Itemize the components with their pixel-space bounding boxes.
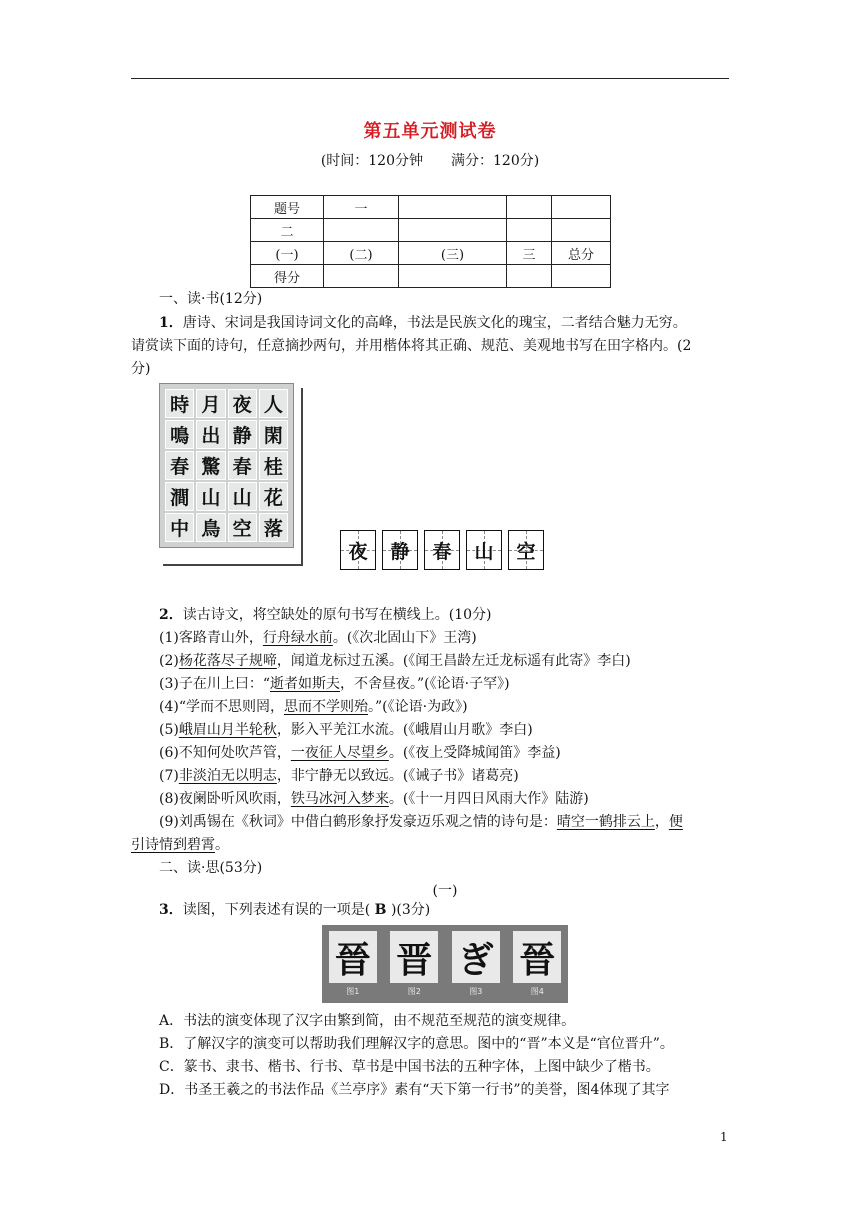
q2-item-source: 。”(《论语·为政》) [368, 699, 468, 715]
answer-text: B [374, 902, 387, 918]
calligraphy-glyph: 桂 [259, 451, 288, 480]
q2-item-source: ，不舍昼夜。”(《论语·子罕》) [340, 676, 510, 692]
evolution-figure [451, 931, 501, 997]
page-number: 1 [720, 1130, 728, 1144]
tianzige-grid [340, 530, 544, 570]
question-number: 2． [159, 607, 183, 623]
table-row [251, 265, 611, 288]
answer-text: 逝者如斯夫 [270, 676, 340, 692]
table-cell [552, 196, 611, 219]
calligraphy-glyph: 時 [165, 389, 194, 418]
q2-item-prompt: (4)“学而不思则罔， [159, 699, 284, 715]
q2-item-source: 。(《次北固山下》王湾) [332, 630, 477, 646]
q2-item-9-prompt: (9)刘禹锡在《秋词》中借白鹤形象抒发豪迈乐观之情的诗句是： [159, 814, 557, 830]
q2-item-source: 。(《十一月四日风雨大作》陆游) [388, 791, 589, 807]
full-score: 满分：120分) [451, 153, 540, 169]
q1-line1: 唐诗、宋词是我国诗词文化的高峰，书法是民族文化的瑰宝，二者结合魅力无穷。 [182, 315, 687, 331]
tianzige-char: 春 [432, 540, 452, 563]
answer-text: 引诗情到碧霄 [131, 837, 215, 853]
q2-item-source: 。(《夜上受降城闻笛》李益) [388, 745, 561, 761]
table-cell [399, 265, 507, 288]
section-heading: 二、读·思(53分) [159, 860, 263, 876]
table-cell [507, 219, 552, 242]
q2-item [159, 627, 759, 650]
q2-item-prompt: (6)不知何处吹芦管， [159, 745, 291, 761]
calligraphy-glyph: 夜 [228, 389, 257, 418]
q2-item [159, 765, 759, 788]
calligraphy-glyph: 鳥 [196, 513, 225, 542]
punct: 。 [215, 837, 229, 853]
calligraphy-glyph: 春 [228, 451, 257, 480]
tianzige-box [508, 530, 544, 570]
q2-item-prompt: (1)客路青山外， [159, 630, 263, 646]
page-subtitle [0, 150, 860, 170]
calligraphy-glyph: 落 [259, 513, 288, 542]
q2-item-9-line1 [159, 811, 759, 834]
tianzige-char: 夜 [348, 540, 368, 563]
figure-caption: 图4 [530, 987, 544, 996]
table-cell: 得分 [251, 265, 324, 288]
tianzige-char: 静 [390, 540, 410, 563]
time-limit: (时间：120分钟 [320, 153, 423, 169]
table-cell [399, 219, 507, 242]
table-row [251, 219, 611, 242]
table-cell: (三) [399, 242, 507, 265]
q3-stem-end: )(3分) [390, 902, 431, 918]
evolution-glyph: ぎ [452, 931, 500, 983]
table-row [251, 196, 611, 219]
answer-text: 行舟绿水前 [262, 630, 333, 646]
q2-item-prompt: (2) [159, 653, 179, 669]
calligraphy-glyph: 静 [228, 420, 257, 449]
question-3-stem [159, 899, 759, 922]
tianzige-box [424, 530, 460, 570]
evolution-figure [389, 931, 439, 997]
answer-text: 思而不学则殆 [284, 699, 368, 715]
option-c: C．篆书、隶书、楷书、行书、草书是中国书法的五种字体，上图中缺少了楷书。 [159, 1059, 660, 1075]
evolution-glyph: 晋 [390, 931, 438, 983]
table-cell [507, 196, 552, 219]
table-cell [324, 265, 399, 288]
q2-item-9-line2 [131, 834, 731, 857]
tianzige-char: 空 [516, 540, 536, 563]
answer-text: 一夜征人尽望乡 [290, 745, 389, 761]
q2-item-prompt: (7) [159, 768, 179, 784]
punct: ， [654, 814, 669, 830]
table-cell: 二 [251, 219, 324, 242]
answer-text: 铁马冰河入梦来 [290, 791, 389, 807]
option-b: B．了解汉字的演变可以帮助我们理解汉字的意思。图中的“晋”本义是“官位晋升”。 [159, 1036, 674, 1052]
calligraphy-glyph: 驚 [196, 451, 225, 480]
q2-item-source: ，非宁静无以致远。(《诫子书》诸葛亮) [276, 768, 519, 784]
answer-text: 便 [668, 814, 683, 830]
calligraphy-glyph: 山 [196, 482, 225, 511]
table-cell: 三 [507, 242, 552, 265]
q2-item [159, 673, 759, 696]
q2-item-prompt: (8)夜阑卧听风吹雨， [159, 791, 291, 807]
tianzige-box [340, 530, 376, 570]
q2-intro-text: 读古诗文，将空缺处的原句书写在横线上。(10分) [182, 607, 492, 623]
q3-stem-text: 读图，下列表述有误的一项是( [182, 902, 371, 918]
q1-line3: 分) [131, 361, 151, 377]
question-1-line-1 [159, 312, 759, 335]
tianzige-char: 山 [474, 540, 494, 563]
table-cell [507, 265, 552, 288]
figure-caption: 图2 [407, 987, 421, 996]
answer-text: 杨花落尽子规啼 [178, 653, 277, 669]
evolution-figure [328, 931, 378, 997]
question-2-intro [159, 604, 759, 627]
calligraphy-glyph: 空 [228, 513, 257, 542]
table-cell [552, 265, 611, 288]
option-a: A．书法的演变体现了汉字由繁到简，由不规范至规范的演变规律。 [159, 1013, 576, 1029]
option-d: D．书圣王羲之的书法作品《兰亭序》素有“天下第一行书”的美誉，图4体现了其字 [159, 1082, 670, 1098]
calligraphy-glyph: 閑 [259, 420, 288, 449]
table-cell: 题号 [251, 196, 324, 219]
tianzige-box [382, 530, 418, 570]
evolution-glyph: 晉 [513, 931, 561, 983]
table-cell: (一) [251, 242, 324, 265]
q2-item-prompt: (3)子在川上曰：“ [159, 676, 270, 692]
figure-caption: 图1 [346, 987, 360, 996]
table-cell [324, 219, 399, 242]
q2-item [159, 742, 759, 765]
character-evolution-image [322, 925, 568, 1003]
figure-caption: 图3 [469, 987, 483, 996]
answer-text: 峨眉山月半轮秋 [178, 722, 277, 738]
table-cell: (二) [324, 242, 399, 265]
q2-item-source: ，闻道龙标过五溪。(《闻王昌龄左迁龙标遥有此寄》李白) [276, 653, 631, 669]
section-heading: 一、读·书(12分) [159, 291, 263, 307]
q2-item [159, 650, 759, 673]
table-row [251, 242, 611, 265]
page-title: 第五单元测试卷 [363, 121, 497, 142]
question-number: 1． [159, 315, 183, 331]
part-label: (一) [432, 883, 458, 899]
answer-text: 非淡泊无以明志 [178, 768, 277, 784]
calligraphy-glyph: 澗 [165, 482, 194, 511]
calligraphy-glyph: 月 [196, 389, 225, 418]
calligraphy-glyph: 花 [259, 482, 288, 511]
score-table [250, 195, 611, 288]
table-cell: 一 [324, 196, 399, 219]
q2-item [159, 696, 759, 719]
table-cell [552, 219, 611, 242]
header-rule [131, 78, 729, 79]
question-number: 3． [159, 902, 183, 918]
calligraphy-sample-image [159, 383, 294, 548]
q1-line2: 请赏读下面的诗句，任意摘抄两句，并用楷体将其正确、规范、美观地书写在田字格内。(2 [131, 338, 692, 354]
evolution-figure [512, 931, 562, 997]
table-cell [399, 196, 507, 219]
q2-item [159, 788, 759, 811]
calligraphy-glyph: 山 [228, 482, 257, 511]
answer-text: 晴空一鹤排云上 [556, 814, 655, 830]
q2-item-source: ，影入平羌江水流。(《峨眉山月歌》李白) [276, 722, 533, 738]
calligraphy-glyph: 人 [259, 389, 288, 418]
table-cell: 总分 [552, 242, 611, 265]
tianzige-box [466, 530, 502, 570]
calligraphy-glyph: 春 [165, 451, 194, 480]
calligraphy-glyph: 鳴 [165, 420, 194, 449]
calligraphy-glyph: 中 [165, 513, 194, 542]
q2-item-prompt: (5) [159, 722, 179, 738]
evolution-glyph: 晉 [329, 931, 377, 983]
q2-item [159, 719, 759, 742]
calligraphy-glyph: 出 [196, 420, 225, 449]
